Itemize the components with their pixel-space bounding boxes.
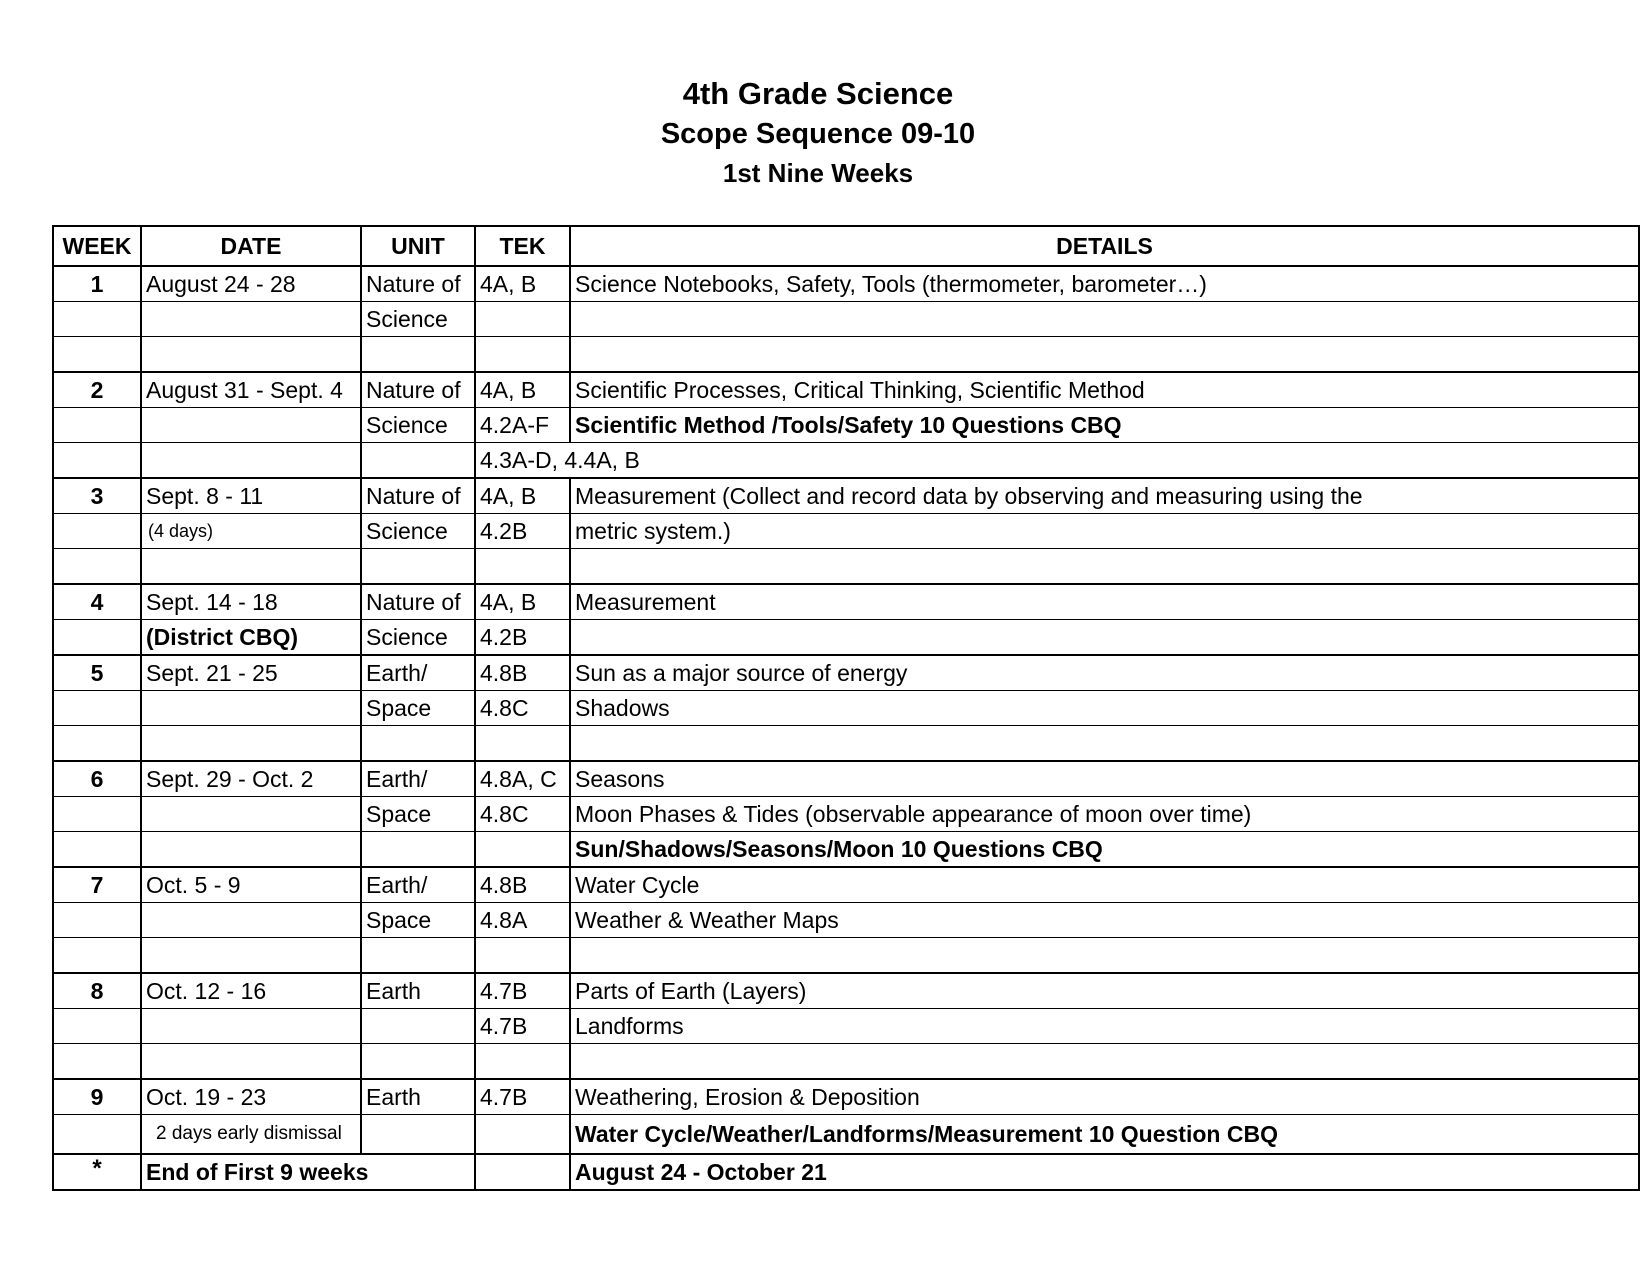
week-cell [53,514,141,549]
details-cell: Parts of Earth (Layers) [570,973,1639,1009]
date-cell [141,938,361,974]
column-header-details: DETAILS [570,226,1639,266]
tek-cell: 4.7B [475,1079,570,1115]
unit-cell: Nature of [361,372,475,408]
unit-cell: Earth/ [361,655,475,691]
column-header-week: WEEK [53,226,141,266]
details-cell [570,337,1639,373]
details-cell: Shadows [570,691,1639,726]
unit-cell: Science [361,514,475,549]
week-cell [53,302,141,337]
week-cell [53,1044,141,1080]
table-row [53,655,1639,691]
details-cell: Weather & Weather Maps [570,903,1639,938]
date-cell [141,1009,361,1044]
tek-cell: 4A, B [475,372,570,408]
tek-cell: 4.2B [475,514,570,549]
footer-details-cell: August 24 - October 21 [570,1154,1639,1190]
tek-cell: 4.8A, C [475,761,570,797]
tek-cell: 4A, B [475,584,570,620]
table-row [53,443,1639,479]
tek-cell [475,302,570,337]
details-cell: Sun/Shadows/Seasons/Moon 10 Questions CBQ [570,832,1639,868]
week-cell [53,443,141,479]
unit-cell [361,938,475,974]
tek-cell: 4A, B [475,266,570,302]
table-row [53,408,1639,443]
table-row [53,337,1639,373]
table-row [53,691,1639,726]
footer-tek-cell [475,1154,570,1190]
date-cell [141,726,361,762]
unit-cell: Earth [361,973,475,1009]
unit-cell: Earth/ [361,761,475,797]
tek-cell: 4.7B [475,1009,570,1044]
week-cell [53,1115,141,1155]
footer-week-cell: * [53,1154,141,1190]
unit-cell [361,549,475,585]
date-cell [141,832,361,868]
details-cell: Measurement (Collect and record data by observing and measuring using the [570,478,1639,514]
column-header-date: DATE [141,226,361,266]
week-cell [53,691,141,726]
unit-cell: Nature of [361,478,475,514]
unit-cell: Space [361,903,475,938]
table-row [53,938,1639,974]
week-cell: 3 [53,478,141,514]
unit-cell: Space [361,797,475,832]
details-cell: Seasons [570,761,1639,797]
unit-cell [361,443,475,479]
unit-cell: Earth [361,1079,475,1115]
scope-sequence-table [52,225,1640,1191]
tek-cell [475,832,570,868]
document-subtitle: Scope Sequence 09-10 [660,118,976,150]
details-cell: Science Notebooks, Safety, Tools (thermometer, barometer…) [570,266,1639,302]
table-row [53,1009,1639,1044]
date-cell: Oct. 19 - 23 [141,1079,361,1115]
column-header-tek: TEK [475,226,570,266]
week-cell [53,337,141,373]
table-row [53,514,1639,549]
unit-cell: Earth/ [361,867,475,903]
table-row [53,372,1639,408]
tek-cell [475,726,570,762]
date-cell: Sept. 8 - 11 [141,478,361,514]
unit-cell: Science [361,302,475,337]
table-row [53,549,1639,585]
column-header-unit: UNIT [361,226,475,266]
date-cell [141,337,361,373]
footer-row [53,1154,1639,1190]
details-cell: Water Cycle/Weather/Landforms/Measurement 10 Question CBQ [570,1115,1639,1155]
unit-cell [361,1044,475,1080]
week-cell: 2 [53,372,141,408]
unit-cell [361,832,475,868]
unit-cell: Nature of [361,584,475,620]
date-cell [141,549,361,585]
unit-cell: Science [361,620,475,656]
week-cell: 5 [53,655,141,691]
details-cell: Weathering, Erosion & Deposition [570,1079,1639,1115]
unit-cell [361,1115,475,1155]
details-cell: Measurement [570,584,1639,620]
date-cell [141,1044,361,1080]
table-row [53,620,1639,656]
unit-cell: Space [361,691,475,726]
tek-cell: 4.8B [475,655,570,691]
week-cell: 8 [53,973,141,1009]
details-cell [570,620,1639,656]
table-row [53,266,1639,302]
week-cell [53,1009,141,1044]
unit-cell [361,1009,475,1044]
date-cell [141,691,361,726]
tek-cell [475,1115,570,1155]
unit-cell: Science [361,408,475,443]
details-cell [570,726,1639,762]
details-cell [570,549,1639,585]
table-row [53,1079,1639,1115]
tek-cell: 4.2B [475,620,570,656]
date-cell: Sept. 29 - Oct. 2 [141,761,361,797]
date-cell: Oct. 5 - 9 [141,867,361,903]
tek-cell: 4.8C [475,797,570,832]
table-row [53,302,1639,337]
date-cell: August 31 - Sept. 4 [141,372,361,408]
details-cell: Scientific Method /Tools/Safety 10 Questions CBQ [570,408,1639,443]
date-cell: Oct. 12 - 16 [141,973,361,1009]
table-row [53,973,1639,1009]
week-cell [53,832,141,868]
footer-label-cell: End of First 9 weeks [141,1154,475,1190]
week-cell [53,549,141,585]
unit-cell: Nature of [361,266,475,302]
week-cell: 4 [53,584,141,620]
week-cell [53,797,141,832]
table-row [53,761,1639,797]
tek-cell [475,938,570,974]
date-cell [141,408,361,443]
date-cell [141,797,361,832]
date-cell: Sept. 14 - 18 [141,584,361,620]
tek-cell: 4.8A [475,903,570,938]
week-cell [53,938,141,974]
date-cell: 2 days early dismissal [141,1115,361,1155]
details-cell: Sun as a major source of energy [570,655,1639,691]
table-row [53,832,1639,868]
table-row [53,478,1639,514]
details-cell: metric system.) [570,514,1639,549]
week-cell: 1 [53,266,141,302]
details-cell: Landforms [570,1009,1639,1044]
date-cell [141,903,361,938]
date-cell: August 24 - 28 [141,266,361,302]
tek-cell: 4.8B [475,867,570,903]
table-header-row [53,226,1639,266]
week-cell [53,726,141,762]
table-body [53,266,1639,1190]
date-cell: (4 days) [141,514,361,549]
details-cell: Scientific Processes, Critical Thinking, Scientific Method [570,372,1639,408]
details-cell: Water Cycle [570,867,1639,903]
week-cell: 7 [53,867,141,903]
details-cell [570,1044,1639,1080]
table-row [53,797,1639,832]
week-cell [53,903,141,938]
tek-cell: 4.7B [475,973,570,1009]
table-row [53,1115,1639,1155]
document-title: 4th Grade Science [682,76,954,111]
tek-cell: 4.8C [475,691,570,726]
table-row [53,584,1639,620]
week-cell [53,408,141,443]
document-period: 1st Nine Weeks [722,158,914,188]
tek-cell [475,337,570,373]
date-cell [141,302,361,337]
document-header [0,74,1650,192]
tek-cell: 4.2A-F [475,408,570,443]
table-row [53,903,1639,938]
unit-cell [361,726,475,762]
table-row [53,726,1639,762]
tek-cell [475,1044,570,1080]
tek-cell: 4.3A-D, 4.4A, B [475,443,1639,479]
date-cell [141,443,361,479]
details-cell: Moon Phases & Tides (observable appearance of moon over time) [570,797,1639,832]
table-row [53,1044,1639,1080]
week-cell: 9 [53,1079,141,1115]
tek-cell: 4A, B [475,478,570,514]
table-row [53,867,1639,903]
details-cell [570,302,1639,337]
tek-cell [475,549,570,585]
date-cell: Sept. 21 - 25 [141,655,361,691]
date-cell: (District CBQ) [141,620,361,656]
unit-cell [361,337,475,373]
week-cell [53,620,141,656]
details-cell [570,938,1639,974]
week-cell: 6 [53,761,141,797]
